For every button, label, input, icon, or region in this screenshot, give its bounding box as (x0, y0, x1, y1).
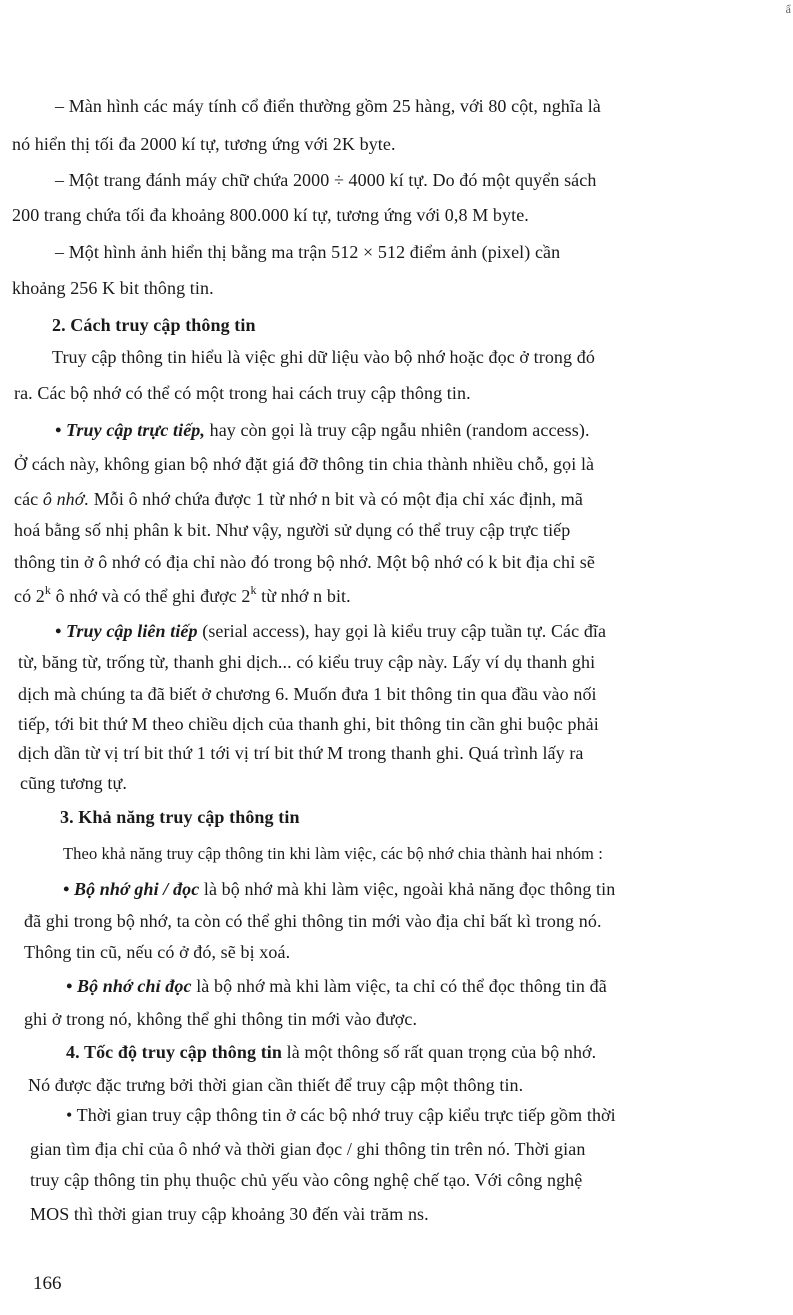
text-line (55, 619, 606, 643)
text-span: 200 trang chứa tối đa khoảng 800.000 kí tự, tương ứng với 0,8 M byte. (12, 205, 529, 225)
text-line (66, 974, 607, 998)
heading-text: 2. Cách truy cập thông tin (52, 315, 256, 335)
text-line (20, 771, 127, 795)
text-span: • Thời gian truy cập thông tin ở các bộ nhớ truy cập kiểu trực tiếp gồm thời (66, 1105, 616, 1125)
text-line (28, 1073, 523, 1097)
text-span: là bộ nhớ mà khi làm việc, ngoài khả năng đọc thông tin (199, 879, 616, 899)
text-line (55, 418, 590, 442)
text-span: Nó được đặc trưng bởi thời gian cần thiết để truy cập một thông tin. (28, 1075, 524, 1095)
text-line (18, 650, 595, 674)
text-line (55, 94, 601, 118)
heading-text: 3. Khả năng truy cập thông tin (60, 807, 300, 827)
text-line (24, 940, 290, 964)
text-line (63, 842, 603, 866)
text-line (66, 1040, 596, 1064)
text-span: (serial access), hay gọi là kiểu truy cập tuần tự. Các đĩa (197, 621, 607, 641)
text-line (24, 1007, 417, 1031)
text-line (14, 518, 570, 542)
text-span: nó hiển thị tối đa 2000 kí tự, tương ứng với 2K byte. (12, 134, 396, 154)
text-span: truy cập thông tin phụ thuộc chủ yếu vào công nghệ chế tạo. Với công nghệ (30, 1170, 583, 1190)
text-span: Ở cách này, không gian bộ nhớ đặt giá đỡ thông tin chia thành nhiều chỗ, gọi là (14, 454, 595, 474)
text-span: dịch mà chúng ta đã biết ở chương 6. Muốn đưa 1 bit thông tin qua đầu vào nối (18, 684, 597, 704)
text-span: ghi ở trong nó, không thể ghi thông tin mới vào được. (24, 1009, 418, 1029)
text-line (12, 132, 396, 156)
text-line (55, 240, 560, 264)
text-span: tiếp, tới bit thứ M theo chiều dịch của thanh ghi, bit thông tin cần ghi buộc phải (18, 714, 599, 734)
text-span: là bộ nhớ mà khi làm việc, ta chỉ có thể đọc thông tin đã (191, 976, 607, 996)
text-span: – Một trang đánh máy chữ chứa 2000 ÷ 4000 kí tự. Do đó một quyển sách (55, 170, 597, 190)
text-span: Thông tin cũ, nếu có ở đó, sẽ bị xoá. (24, 942, 291, 962)
section-heading-inline: 4. Tốc độ truy cập thông tin (66, 1042, 282, 1062)
text-span: cũng tương tự. (20, 773, 127, 793)
emphasis-term: • Truy cập trực tiếp, (55, 420, 205, 440)
italic-term: ô nhớ. (42, 489, 90, 509)
text-span: các (14, 489, 43, 509)
text-span: dịch dần từ vị trí bit thứ 1 tới vị trí bit thứ M trong thanh ghi. Quá trình lấy ra (18, 743, 584, 763)
text-line (18, 741, 584, 765)
text-span: Theo khả năng truy cập thông tin khi làm việc, các bộ nhớ chia thành hai nhóm : (63, 844, 603, 863)
text-line (14, 487, 583, 511)
text-span: đã ghi trong bộ nhớ, ta còn có thể ghi thông tin mới vào địa chỉ bất kì trong nó. (24, 911, 602, 931)
corner-mark: ẩ (785, 2, 791, 16)
text-line (14, 381, 471, 405)
text-span: hoá bằng số nhị phân k bit. Như vậy, người sử dụng có thể truy cập trực tiếp (14, 520, 571, 540)
text-line (14, 452, 594, 476)
text-span: có 2 (14, 586, 45, 606)
text-span: ra. Các bộ nhớ có thể có một trong hai cách truy cập thông tin. (14, 383, 471, 403)
text-line (63, 877, 615, 901)
text-line (30, 1137, 585, 1161)
text-span: gian tìm địa chỉ của ô nhớ và thời gian đọc / ghi thông tin trên nó. Thời gian (30, 1139, 586, 1159)
text-line (18, 712, 599, 736)
text-line (18, 682, 597, 706)
text-line (55, 168, 596, 192)
text-span: – Một hình ảnh hiển thị bằng ma trận 512 × 512 điểm ảnh (pixel) cần (55, 242, 561, 262)
text-span: thông tin ở ô nhớ có địa chỉ nào đó trong bộ nhớ. Một bộ nhớ có k bit địa chỉ sẽ (14, 552, 596, 572)
page-number: 166 (33, 1273, 62, 1294)
superscript: k (44, 583, 51, 597)
text-line (14, 550, 595, 574)
text-span: từ, băng từ, trống từ, thanh ghi dịch... có kiểu truy cập này. Lấy ví dụ thanh ghi (18, 652, 596, 672)
text-span: Mỗi ô nhớ chứa được 1 từ nhớ n bit và có một địa chỉ xác định, mã (89, 489, 583, 509)
text-line (14, 584, 351, 610)
text-span: hay còn gọi là truy cập ngẫu nhiên (random access). (205, 420, 590, 440)
emphasis-term: • Bộ nhớ ghi / đọc (63, 879, 200, 899)
superscript: k (250, 583, 257, 597)
text-line (30, 1168, 582, 1192)
text-line (52, 345, 595, 369)
text-line (12, 203, 529, 227)
emphasis-term: • Truy cập liên tiếp (55, 621, 198, 641)
text-line (30, 1202, 429, 1226)
text-span: – Màn hình các máy tính cổ điển thường gồm 25 hàng, với 80 cột, nghĩa là (55, 96, 601, 116)
section-heading (60, 805, 300, 829)
emphasis-term: • Bộ nhớ chỉ đọc (66, 976, 192, 996)
text-line (66, 1103, 616, 1127)
text-span: là một thông số rất quan trọng của bộ nhớ. (282, 1042, 597, 1062)
text-span: từ nhớ n bit. (256, 586, 351, 606)
text-span: khoảng 256 K bit thông tin. (12, 278, 214, 298)
text-line (12, 276, 214, 300)
text-span: MOS thì thời gian truy cập khoảng 30 đến vài trăm ns. (30, 1204, 429, 1224)
section-heading (52, 313, 256, 337)
text-line (24, 909, 602, 933)
text-span: ô nhớ và có thể ghi được 2 (51, 586, 251, 606)
text-span: Truy cập thông tin hiểu là việc ghi dữ liệu vào bộ nhớ hoặc đọc ở trong đó (52, 347, 595, 367)
